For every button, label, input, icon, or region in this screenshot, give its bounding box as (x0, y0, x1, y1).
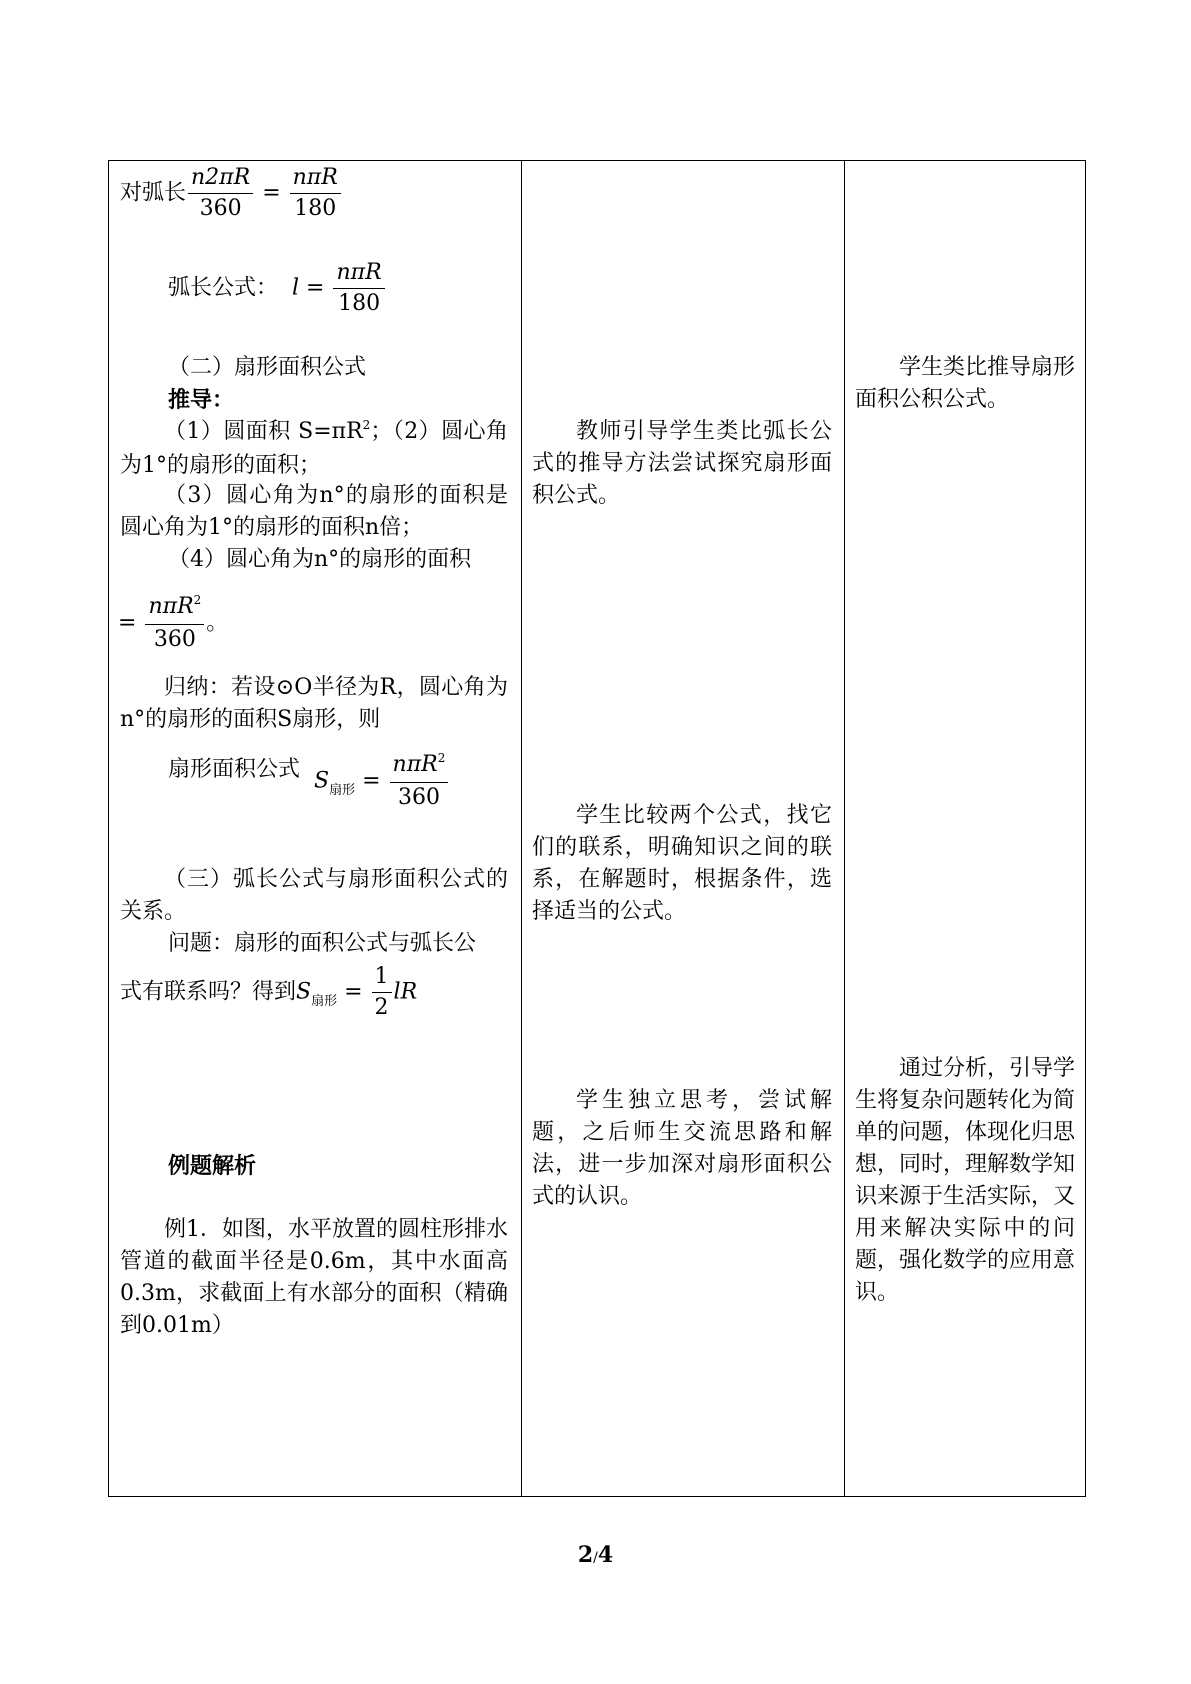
question-tail: lR (393, 979, 418, 1005)
arc-fraction-2-denominator: 180 (294, 196, 337, 221)
question-line-2: 式有联系吗？得到$S_{扇形}$ = $\frac{1}{2}$ lR (120, 962, 417, 1023)
activity-2: 学生比较两个公式，找它们的联系，明确知识之间的联系，在解题时，根据条件，选择适当的公式。 (532, 803, 832, 924)
area-formula-label: 扇形面积公式 (168, 756, 301, 782)
step-4-superscript: 2 (193, 593, 202, 607)
area-formula-S: S (314, 768, 330, 794)
arc-formula-variable: l (292, 275, 300, 301)
question-fraction (372, 962, 392, 1023)
question-subscript: 扇形 (311, 993, 338, 1009)
activity-1: 教师引导学生类比弧长公式的推导方法尝试探究扇形面积公式。 (532, 419, 832, 508)
current-page: 2 (577, 1542, 594, 1568)
question-S: S (296, 979, 312, 1005)
arc-fraction-1-numerator: n2πR (188, 163, 253, 194)
page-number (0, 1542, 1191, 1568)
arc-formula-fraction (333, 258, 384, 319)
arc-formula-numerator: nπR (333, 258, 384, 289)
question-denominator: 2 (374, 995, 389, 1020)
step-1-text: （1）圆面积 S=πR (164, 419, 363, 444)
section-3-title: （三）弧长公式与扇形面积公式的关系。 (120, 867, 508, 924)
arc-fraction-1 (188, 163, 253, 224)
question-line-1: 问题：扇形的面积公式与弧长公 (168, 931, 477, 956)
arc-fraction-1-denominator: 360 (199, 196, 242, 221)
step-4-end: 。 (206, 610, 229, 636)
column-divider-2 (844, 161, 845, 1496)
derivation-step-4: （4）圆心角为n°的扇形的面积 (168, 547, 472, 572)
question-numerator: 1 (372, 962, 392, 993)
intent-2: 通过分析，引导学生将复杂问题转化为简单的问题，体现化归思想，同时，理解数学知识来源于生活实际，又用来解决实际中的问题，强化数学的应用意识。 (855, 1056, 1076, 1305)
arc-formula-label: 弧长公式： (168, 275, 279, 301)
total-pages: 4 (597, 1542, 614, 1568)
derivation-step-4-formula: = $\frac{n\pi R^2}{360}$ 。 (118, 592, 228, 655)
sector-area-formula: 扇形面积公式 $S_{扇形}$ = $\frac{n\pi R^2}{360}$ (168, 750, 450, 813)
summary-text: 归纳：若设⊙O半径为R，圆心角为n°的扇形的面积S扇形，则 (120, 675, 508, 732)
arc-length-derivation: 对弧长 $\frac{n2\pi R}{360}$ = $\frac{\text{nπR}}{180}$ (120, 163, 343, 224)
step-4-denominator: 360 (153, 627, 196, 652)
question-line-2-text: 式有联系吗？得到 (120, 979, 297, 1005)
page-separator: / (593, 1550, 598, 1566)
section-2-title: （二）扇形面积公式 (168, 355, 367, 380)
area-formula-fraction (390, 750, 449, 813)
activity-3: 学生独立思考，尝试解题，之后师生交流思路和解法，进一步加深对扇形面积公式的认识。 (532, 1088, 832, 1209)
derivation-title: 推导： (168, 387, 235, 413)
area-formula-numerator: nπR (392, 752, 438, 777)
derivation-step-1-2 (120, 416, 508, 482)
example-1-text: 例1．如图，水平放置的圆柱形排水管道的截面半径是0.6m，其中水面高0.3m，求截面上有水部分的面积（精确到0.01m） (120, 1217, 508, 1338)
area-formula-denominator: 360 (397, 785, 440, 810)
arc-fraction-2-numerator: nπR (290, 163, 341, 194)
derivation-step-3: （3）圆心角为n°的扇形的面积是圆心角为1°的扇形的面积n倍； (120, 483, 508, 540)
area-formula-superscript: 2 (437, 751, 446, 765)
step-4-fraction (145, 592, 204, 655)
example-section-title: 例题解析 (168, 1153, 257, 1179)
arc-lead-text: 对弧长 (120, 180, 187, 206)
arc-length-formula: 弧长公式： l = $\frac{\text{nπR}}{180}$ (168, 258, 387, 319)
arc-formula-denominator: 180 (338, 291, 381, 316)
arc-fraction-2 (290, 163, 341, 224)
step-2-text: ；（2）圆心角为1°的扇形的面积； (120, 419, 509, 478)
intent-1: 学生类比推导扇形面积公积公式。 (855, 355, 1076, 412)
area-formula-subscript: 扇形 (329, 782, 356, 798)
step-4-numerator: nπR (148, 594, 194, 619)
step-1-superscript: 2 (362, 418, 371, 432)
column-divider-1 (521, 161, 522, 1496)
